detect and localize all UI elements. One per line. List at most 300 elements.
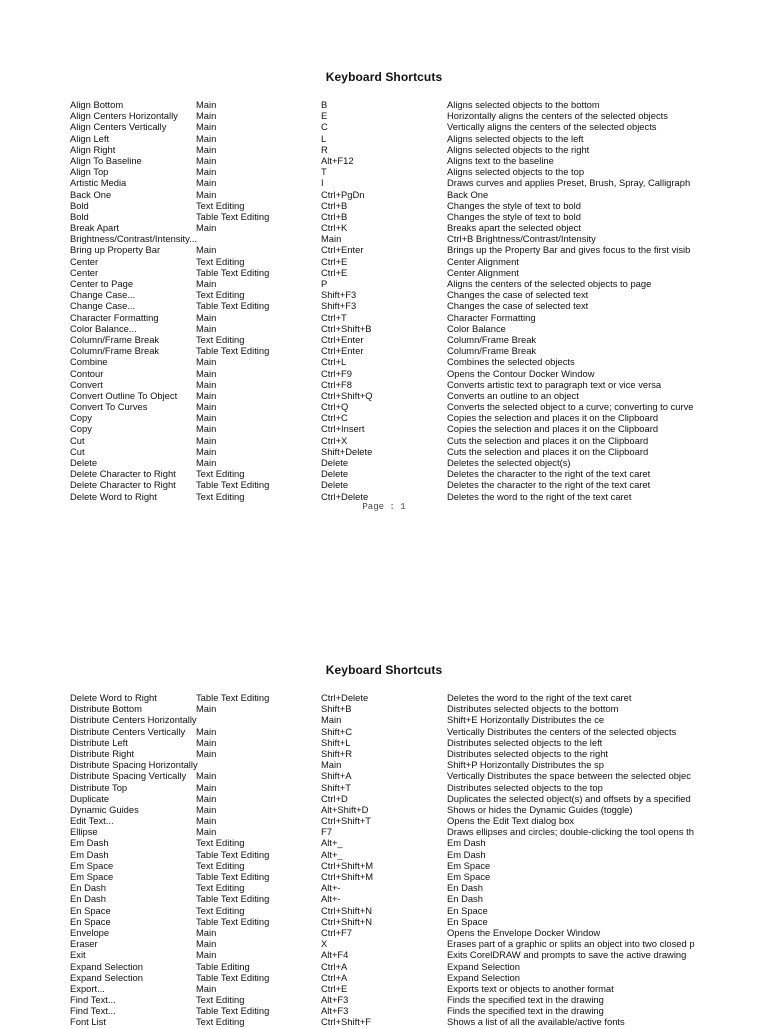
table-row [0, 468, 768, 479]
context-cell: Main [196, 356, 217, 368]
description-cell: Exits CorelDRAW and prompts to save the active drawing [447, 949, 687, 961]
context-cell: Main [196, 736, 217, 748]
description-cell: Converts artistic text to paragraph text or vice versa [447, 378, 662, 390]
command-cell: Delete Character to Right [70, 468, 176, 480]
shortcut-cell: L [321, 132, 327, 144]
description-cell: Cuts the selection and places it on the Clipboard [447, 434, 649, 446]
table-row [0, 893, 768, 904]
command-cell: Break Apart [70, 222, 119, 234]
shortcut-cell: Ctrl+E [321, 982, 348, 994]
shortcut-cell: Alt+F4 [321, 949, 349, 961]
table-row [0, 983, 768, 994]
table-row [0, 927, 768, 938]
context-cell: Main [196, 132, 217, 144]
shortcut-cell: Shift+Delete [321, 445, 373, 457]
command-cell: Dynamic Guides [70, 803, 139, 815]
table-row [0, 401, 768, 412]
description-cell: Em Dash [447, 848, 486, 860]
context-cell: Main [196, 188, 217, 200]
table-row [0, 972, 768, 983]
shortcut-cell: Shift+B [321, 703, 352, 715]
command-cell: Align Right [70, 143, 116, 155]
shortcut-cell: Ctrl+L [321, 356, 347, 368]
shortcut-table [0, 99, 768, 502]
shortcut-cell: Ctrl+A [321, 960, 348, 972]
context-cell: Main [196, 434, 217, 446]
context-cell: Text Editing [196, 837, 245, 849]
description-cell: Distributes selected objects to the right [447, 747, 609, 759]
description-cell: Finds the specified text in the drawing [447, 994, 604, 1006]
command-cell: Em Dash [70, 848, 109, 860]
table-row [0, 770, 768, 781]
context-cell: Main [196, 826, 217, 838]
command-cell: Ellipse [70, 826, 98, 838]
table-row [0, 703, 768, 714]
shortcut-cell: Ctrl+Shift+Q [321, 389, 373, 401]
context-cell: Main [196, 982, 217, 994]
command-cell: Em Dash [70, 837, 109, 849]
context-cell: Text Editing [196, 199, 245, 211]
shortcut-cell: X [321, 938, 328, 950]
description-cell: Character Formatting [447, 311, 536, 323]
description-cell: Shift+E Horizontally Distributes the ce [447, 714, 605, 726]
shortcut-cell: Ctrl+Delete [321, 490, 369, 502]
description-cell: Changes the style of text to bold [447, 199, 581, 211]
context-cell: Text Editing [196, 994, 245, 1006]
command-cell: Brightness/Contrast/Intensity... [70, 233, 197, 245]
description-cell: Draws ellipses and circles; double-clicking the tool opens th [447, 826, 695, 838]
command-cell: Distribute Top [70, 781, 128, 793]
context-cell: Table Text Editing [196, 848, 270, 860]
command-cell: Expand Selection [70, 960, 143, 972]
command-cell: Delete Word to Right [70, 692, 157, 703]
command-cell: Copy [70, 423, 92, 435]
shortcut-cell: Main [321, 714, 342, 726]
context-cell: Main [196, 278, 217, 289]
shortcut-cell: I [321, 177, 324, 189]
command-cell: Distribute Centers Vertically [70, 725, 186, 737]
context-cell: Main [196, 322, 217, 334]
context-cell: Table Text Editing [196, 692, 270, 703]
description-cell: Expand Selection [447, 971, 520, 983]
description-cell: Vertically Distributes the space between the selected objec [447, 770, 691, 782]
command-cell: Delete [70, 457, 98, 468]
shortcut-cell: E [321, 110, 328, 122]
context-cell: Main [196, 747, 217, 759]
description-cell: Aligns the centers of the selected objects to page [447, 278, 652, 289]
table-row [0, 133, 768, 144]
command-cell: Convert [70, 378, 103, 390]
table-row [0, 99, 768, 110]
context-cell: Main [196, 177, 217, 189]
command-cell: Align Top [70, 166, 109, 178]
command-cell: Align Left [70, 132, 110, 144]
description-cell: Brings up the Property Bar and gives focus to the first visib [447, 244, 691, 256]
context-cell: Main [196, 770, 217, 782]
page-title: Keyboard Shortcuts [325, 70, 443, 84]
table-row [0, 782, 768, 793]
description-cell: Ctrl+B Brightness/Contrast/Intensity [447, 233, 596, 245]
description-cell: Column/Frame Break [447, 333, 537, 345]
table-row [0, 278, 768, 289]
command-cell: Distribute Right [70, 747, 135, 759]
table-row [0, 837, 768, 848]
shortcut-cell: Ctrl+Shift+N [321, 915, 373, 927]
table-row [0, 110, 768, 121]
table-row [0, 949, 768, 960]
command-cell: Bold [70, 210, 89, 222]
shortcut-cell: Ctrl+X [321, 434, 348, 446]
shortcut-cell: Ctrl+K [321, 222, 348, 234]
context-cell: Table Text Editing [196, 479, 270, 491]
context-cell: Table Text Editing [196, 300, 270, 312]
context-cell: Table Text Editing [196, 971, 270, 983]
description-cell: Em Dash [447, 837, 486, 849]
description-cell: Deletes the word to the right of the text caret [447, 490, 632, 502]
description-cell: Converts the selected object to a curve; converting to curve [447, 401, 694, 413]
shortcut-cell: Shift+C [321, 725, 353, 737]
table-row [0, 815, 768, 826]
description-cell: En Space [447, 904, 488, 916]
command-cell: Distribute Spacing Vertically [70, 770, 187, 782]
table-row [0, 804, 768, 815]
context-cell: Main [196, 792, 217, 804]
table-row [0, 300, 768, 311]
shortcut-cell: Ctrl+Shift+M [321, 859, 374, 871]
description-cell: Em Space [447, 871, 491, 882]
table-row [0, 994, 768, 1005]
shortcut-cell: Ctrl+B [321, 210, 348, 222]
shortcut-cell: Shift+A [321, 770, 352, 782]
command-cell: Align To Baseline [70, 154, 142, 166]
command-cell: Em Space [70, 859, 114, 871]
shortcut-cell: Ctrl+Shift+T [321, 815, 372, 827]
command-cell: Expand Selection [70, 971, 143, 983]
table-row [0, 916, 768, 927]
shortcut-cell: Ctrl+Shift+N [321, 904, 373, 916]
table-row [0, 289, 768, 300]
context-cell: Main [196, 938, 217, 950]
shortcut-cell: Alt+- [321, 882, 341, 894]
context-cell: Table Editing [196, 960, 250, 972]
command-cell: Em Space [70, 871, 114, 882]
command-cell: Convert Outline To Object [70, 389, 178, 401]
command-cell: Color Balance... [70, 322, 137, 334]
description-cell: Distributes selected objects to the left [447, 736, 603, 748]
shortcut-cell: P [321, 278, 328, 289]
table-row [0, 312, 768, 323]
table-row [0, 356, 768, 367]
table-row [0, 826, 768, 837]
table-row [0, 692, 768, 703]
shortcut-cell: Ctrl+E [321, 266, 348, 278]
shortcut-cell: F7 [321, 826, 332, 838]
context-cell: Table Text Editing [196, 345, 270, 357]
description-cell: Shows a list of all the available/active fonts [447, 1016, 625, 1028]
context-cell: Table Text Editing [196, 871, 270, 882]
table-row [0, 368, 768, 379]
description-cell: Duplicates the selected object(s) and offsets by a specified [447, 792, 691, 804]
command-cell: Copy [70, 412, 92, 424]
context-cell: Main [196, 311, 217, 323]
shortcut-cell: Ctrl+D [321, 792, 348, 804]
table-row [0, 860, 768, 871]
context-cell: Text Editing [196, 882, 245, 894]
table-row [0, 155, 768, 166]
context-cell: Text Editing [196, 859, 245, 871]
command-cell: Align Centers Horizontally [70, 110, 178, 122]
context-cell: Main [196, 378, 217, 390]
description-cell: Exports text or objects to another format [447, 982, 614, 994]
table-row [0, 222, 768, 233]
context-cell: Main [196, 401, 217, 413]
shortcut-cell: Alt+Shift+D [321, 803, 369, 815]
description-cell: Converts an outline to an object [447, 389, 579, 401]
table-row [0, 233, 768, 244]
shortcut-cell: Delete [321, 468, 349, 480]
context-cell: Main [196, 389, 217, 401]
description-cell: En Dash [447, 893, 483, 905]
command-cell: Back One [70, 188, 112, 200]
description-cell: Aligns text to the baseline [447, 154, 554, 166]
shortcut-cell: Ctrl+Enter [321, 345, 364, 357]
description-cell: Aligns selected objects to the right [447, 143, 590, 155]
command-cell: En Space [70, 904, 111, 916]
shortcut-cell: Ctrl+PgDn [321, 188, 365, 200]
shortcut-cell: Shift+L [321, 736, 351, 748]
description-cell: Erases part of a graphic or splits an object into two closed p [447, 938, 695, 950]
description-cell: Column/Frame Break [447, 345, 537, 357]
shortcut-cell: Ctrl+E [321, 255, 348, 267]
command-cell: Column/Frame Break [70, 345, 160, 357]
description-cell: Vertically Distributes the centers of the selected objects [447, 725, 677, 737]
description-cell: En Dash [447, 882, 483, 894]
command-cell: Eraser [70, 938, 98, 950]
table-row [0, 905, 768, 916]
table-row [0, 412, 768, 423]
description-cell: Back One [447, 188, 489, 200]
shortcut-cell: Ctrl+F8 [321, 378, 352, 390]
table-row [0, 256, 768, 267]
description-cell: Copies the selection and places it on the Clipboard [447, 423, 659, 435]
table-row [0, 1016, 768, 1027]
table-row [0, 267, 768, 278]
shortcut-cell: Shift+R [321, 747, 353, 759]
context-cell: Text Editing [196, 468, 245, 480]
shortcut-cell: Ctrl+B [321, 199, 348, 211]
description-cell: Aligns selected objects to the bottom [447, 99, 600, 110]
table-row [0, 177, 768, 188]
shortcut-cell: T [321, 166, 327, 178]
context-cell: Main [196, 457, 217, 468]
command-cell: Distribute Left [70, 736, 128, 748]
context-cell: Main [196, 445, 217, 457]
command-cell: Cut [70, 434, 85, 446]
table-row [0, 849, 768, 860]
context-cell: Main [196, 423, 217, 435]
shortcut-cell: R [321, 143, 328, 155]
command-cell: Align Bottom [70, 99, 124, 110]
context-cell: Main [196, 99, 217, 110]
context-cell: Table Text Editing [196, 893, 270, 905]
shortcut-cell: Ctrl+A [321, 971, 348, 983]
context-cell: Main [196, 110, 217, 122]
shortcut-cell: Alt+F3 [321, 1005, 349, 1017]
context-cell: Table Text Editing [196, 266, 270, 278]
context-cell: Main [196, 121, 217, 133]
command-cell: Exit [70, 949, 86, 961]
shortcut-cell: Ctrl+Shift+B [321, 322, 372, 334]
description-cell: Vertically aligns the centers of the selected objects [447, 121, 657, 133]
description-cell: Finds the specified text in the drawing [447, 1005, 604, 1017]
table-row [0, 121, 768, 132]
shortcut-cell: Ctrl+T [321, 311, 347, 323]
context-cell: Main [196, 412, 217, 424]
description-cell: Deletes the word to the right of the text caret [447, 692, 632, 703]
description-cell: Cuts the selection and places it on the Clipboard [447, 445, 649, 457]
context-cell: Main [196, 703, 217, 715]
description-cell: En Space [447, 915, 488, 927]
description-cell: Deletes the character to the right of the text caret [447, 479, 651, 491]
description-cell: Em Space [447, 859, 491, 871]
table-row [0, 737, 768, 748]
shortcut-cell: Alt+_ [321, 848, 343, 860]
description-cell: Draws curves and applies Preset, Brush, Spray, Calligraph [447, 177, 691, 189]
command-cell: Duplicate [70, 792, 110, 804]
table-row [0, 345, 768, 356]
table-row [0, 871, 768, 882]
context-cell: Text Editing [196, 289, 245, 301]
description-cell: Opens the Edit Text dialog box [447, 815, 574, 827]
context-cell: Main [196, 949, 217, 961]
context-cell: Table Text Editing [196, 1005, 270, 1017]
shortcut-cell: Shift+F3 [321, 300, 357, 312]
context-cell: Table Text Editing [196, 915, 270, 927]
table-row [0, 390, 768, 401]
table-row [0, 189, 768, 200]
command-cell: Find Text... [70, 1005, 116, 1017]
command-cell: Distribute Centers Horizontally [70, 714, 197, 726]
table-row [0, 479, 768, 490]
context-cell: Main [196, 222, 217, 234]
command-cell: Contour [70, 367, 104, 379]
command-cell: Cut [70, 445, 85, 457]
description-cell: Breaks apart the selected object [447, 222, 581, 234]
shortcut-cell: Main [321, 759, 342, 771]
context-cell: Main [196, 367, 217, 379]
command-cell: Character Formatting [70, 311, 159, 323]
shortcut-cell: Alt+F12 [321, 154, 354, 166]
table-row [0, 491, 768, 502]
command-cell: Find Text... [70, 994, 116, 1006]
context-cell: Text Editing [196, 904, 245, 916]
table-row [0, 882, 768, 893]
shortcut-cell: Ctrl+Shift+M [321, 871, 374, 882]
table-row [0, 961, 768, 972]
context-cell: Main [196, 803, 217, 815]
shortcut-cell: Shift+F3 [321, 289, 357, 301]
shortcut-cell: Shift+T [321, 781, 351, 793]
shortcut-cell: C [321, 121, 328, 133]
shortcut-cell: B [321, 99, 328, 110]
context-cell: Main [196, 244, 217, 256]
table-row [0, 166, 768, 177]
page-2 [0, 620, 768, 1028]
shortcut-cell: Alt+- [321, 893, 341, 905]
context-cell: Text Editing [196, 255, 245, 267]
command-cell: Column/Frame Break [70, 333, 160, 345]
description-cell: Changes the style of text to bold [447, 210, 581, 222]
table-row [0, 211, 768, 222]
description-cell: Horizontally aligns the centers of the selected objects [447, 110, 668, 122]
command-cell: En Space [70, 915, 111, 927]
command-cell: En Dash [70, 882, 106, 894]
description-cell: Center Alignment [447, 266, 519, 278]
table-row [0, 446, 768, 457]
table-row [0, 759, 768, 770]
command-cell: Artistic Media [70, 177, 127, 189]
context-cell: Text Editing [196, 333, 245, 345]
table-row [0, 379, 768, 390]
page-footer: Page : 1 [362, 502, 406, 512]
shortcut-cell: Ctrl+Delete [321, 692, 369, 703]
table-row [0, 457, 768, 468]
command-cell: Distribute Spacing Horizontally [70, 759, 198, 771]
description-cell: Opens the Envelope Docker Window [447, 926, 601, 938]
command-cell: Distribute Bottom [70, 703, 142, 715]
description-cell: Expand Selection [447, 960, 520, 972]
shortcut-cell: Ctrl+Shift+F [321, 1016, 372, 1028]
context-cell: Main [196, 815, 217, 827]
description-cell: Deletes the character to the right of the text caret [447, 468, 651, 480]
table-row [0, 334, 768, 345]
context-cell: Table Text Editing [196, 210, 270, 222]
table-row [0, 748, 768, 759]
table-row [0, 793, 768, 804]
table-row [0, 1005, 768, 1016]
description-cell: Aligns selected objects to the top [447, 166, 585, 178]
shortcut-cell: Delete [321, 457, 349, 468]
table-row [0, 435, 768, 446]
command-cell: Bold [70, 199, 89, 211]
shortcut-cell: Ctrl+C [321, 412, 348, 424]
table-row [0, 323, 768, 334]
page-title: Keyboard Shortcuts [325, 663, 443, 677]
command-cell: Align Centers Vertically [70, 121, 167, 133]
description-cell: Changes the case of selected text [447, 289, 589, 301]
context-cell: Text Editing [196, 1016, 245, 1028]
shortcut-table [0, 692, 768, 1028]
shortcut-cell: Ctrl+Insert [321, 423, 365, 435]
description-cell: Shift+P Horizontally Distributes the sp [447, 759, 604, 771]
command-cell: Center [70, 266, 99, 278]
description-cell: Copies the selection and places it on the Clipboard [447, 412, 659, 424]
description-cell: Opens the Contour Docker Window [447, 367, 595, 379]
command-cell: Combine [70, 356, 108, 368]
context-cell: Main [196, 926, 217, 938]
command-cell: Font List [70, 1016, 106, 1028]
table-row [0, 200, 768, 211]
context-cell: Main [196, 143, 217, 155]
table-row [0, 714, 768, 725]
table-row [0, 244, 768, 255]
description-cell: Color Balance [447, 322, 506, 334]
description-cell: Shows or hides the Dynamic Guides (toggle) [447, 803, 633, 815]
description-cell: Distributes selected objects to the top [447, 781, 603, 793]
command-cell: Change Case... [70, 289, 136, 301]
shortcut-cell: Alt+_ [321, 837, 343, 849]
description-cell: Combines the selected objects [447, 356, 575, 368]
